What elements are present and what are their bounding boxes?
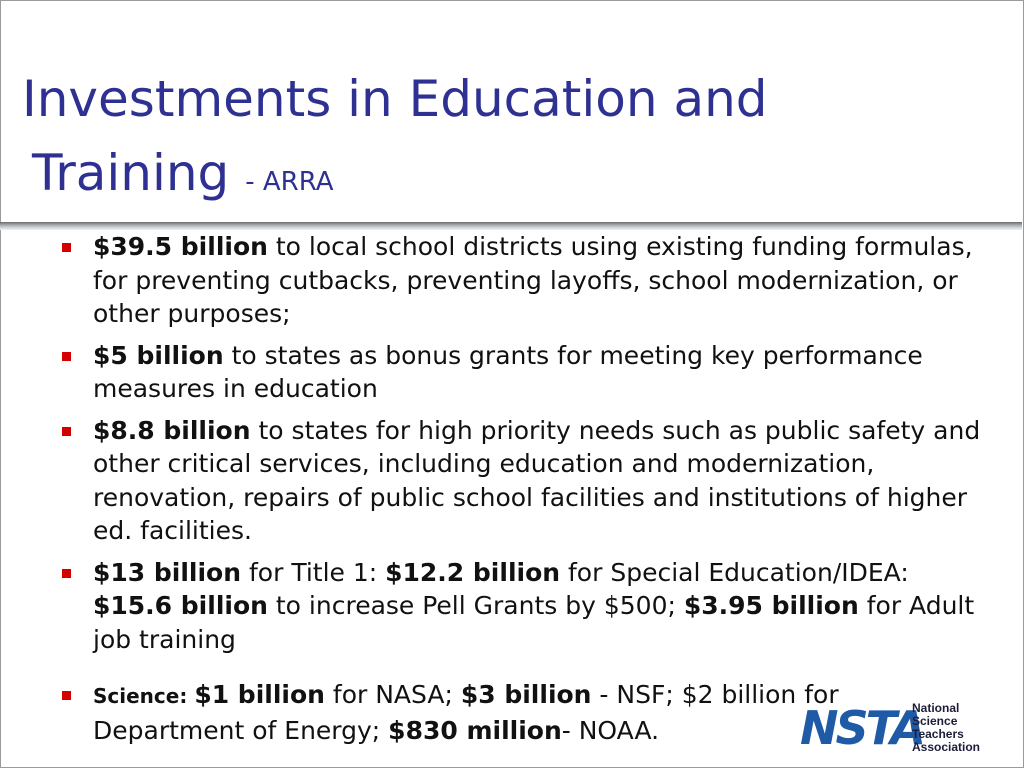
bullet-item — [0, 414, 1024, 548]
bullet-content — [93, 416, 980, 546]
bullet-text: - NSF; $2 billion for Department of Energy; — [93, 680, 839, 745]
bullet-content — [93, 232, 973, 328]
bullet-square-icon — [62, 243, 71, 252]
bullet-square-icon — [62, 427, 71, 436]
bullet-text: for Adult job training — [93, 591, 975, 654]
bullet-text: - NOAA. — [561, 715, 660, 745]
bullet-square-icon — [62, 691, 71, 700]
nsta-logo-line: National — [912, 701, 960, 715]
nsta-logo-line: Teachers — [912, 727, 964, 741]
title-line-2: Training — [32, 144, 230, 202]
bullet-text: to states for high priority needs such as public safety and other critical services, including education and modernization, renovation, repairs of public school facilities and institutions of higher ed. facilities. — [93, 415, 981, 545]
bullet-lead-label: Science: — [93, 684, 195, 708]
slide-title — [22, 62, 922, 219]
bullet-amount: $12.2 billion — [385, 557, 561, 587]
bullet-amount: $3.95 billion — [683, 591, 859, 620]
title-divider — [0, 222, 1022, 230]
nsta-logo — [800, 700, 1004, 756]
nsta-logo-line: Association — [912, 740, 981, 754]
title-line-2-wrap — [22, 136, 922, 219]
bullet-text: to local school districts using existing funding formulas, for preventing cutbacks, preventing layoffs, school modernization, or other purposes; — [93, 232, 973, 328]
bullet-amount: $13 billion — [93, 557, 242, 587]
nsta-logo-letters: NSTA — [800, 701, 924, 755]
bullet-text: to states as bonus grants for meeting key performance measures in education — [93, 340, 923, 403]
bullet-amount: $15.6 billion — [93, 591, 268, 620]
bullet-item — [0, 230, 1024, 331]
bullet-amount: $3 billion — [460, 680, 592, 709]
bullet-amount: $1 billion — [194, 680, 325, 709]
nsta-logo-line: Science — [912, 714, 958, 728]
bullet-amount: $8.8 billion — [93, 415, 251, 445]
bullet-text: for Title 1: — [241, 557, 386, 587]
bullet-content — [93, 341, 923, 404]
bullet-square-icon — [62, 352, 71, 361]
bullet-square-icon — [62, 569, 71, 578]
bullet-content — [93, 558, 974, 654]
bullet-text: for Special Education/IDEA: — [560, 557, 909, 587]
bullet-text: to increase Pell Grants by $500; — [267, 591, 684, 620]
title-line-1: Investments in Education and — [22, 70, 768, 128]
title-suffix: - ARRA — [245, 167, 334, 197]
bullet-amount: $5 billion — [93, 340, 224, 370]
bullet-content — [93, 680, 839, 745]
bullet-amount: $830 million — [388, 715, 562, 745]
bullet-item — [0, 339, 1024, 406]
bullet-amount: $39.5 billion — [93, 232, 268, 261]
bullet-item — [0, 556, 1024, 657]
bullet-list — [0, 230, 1024, 747]
nsta-logo-name — [912, 702, 980, 754]
bullet-text: for NASA; — [324, 680, 461, 709]
